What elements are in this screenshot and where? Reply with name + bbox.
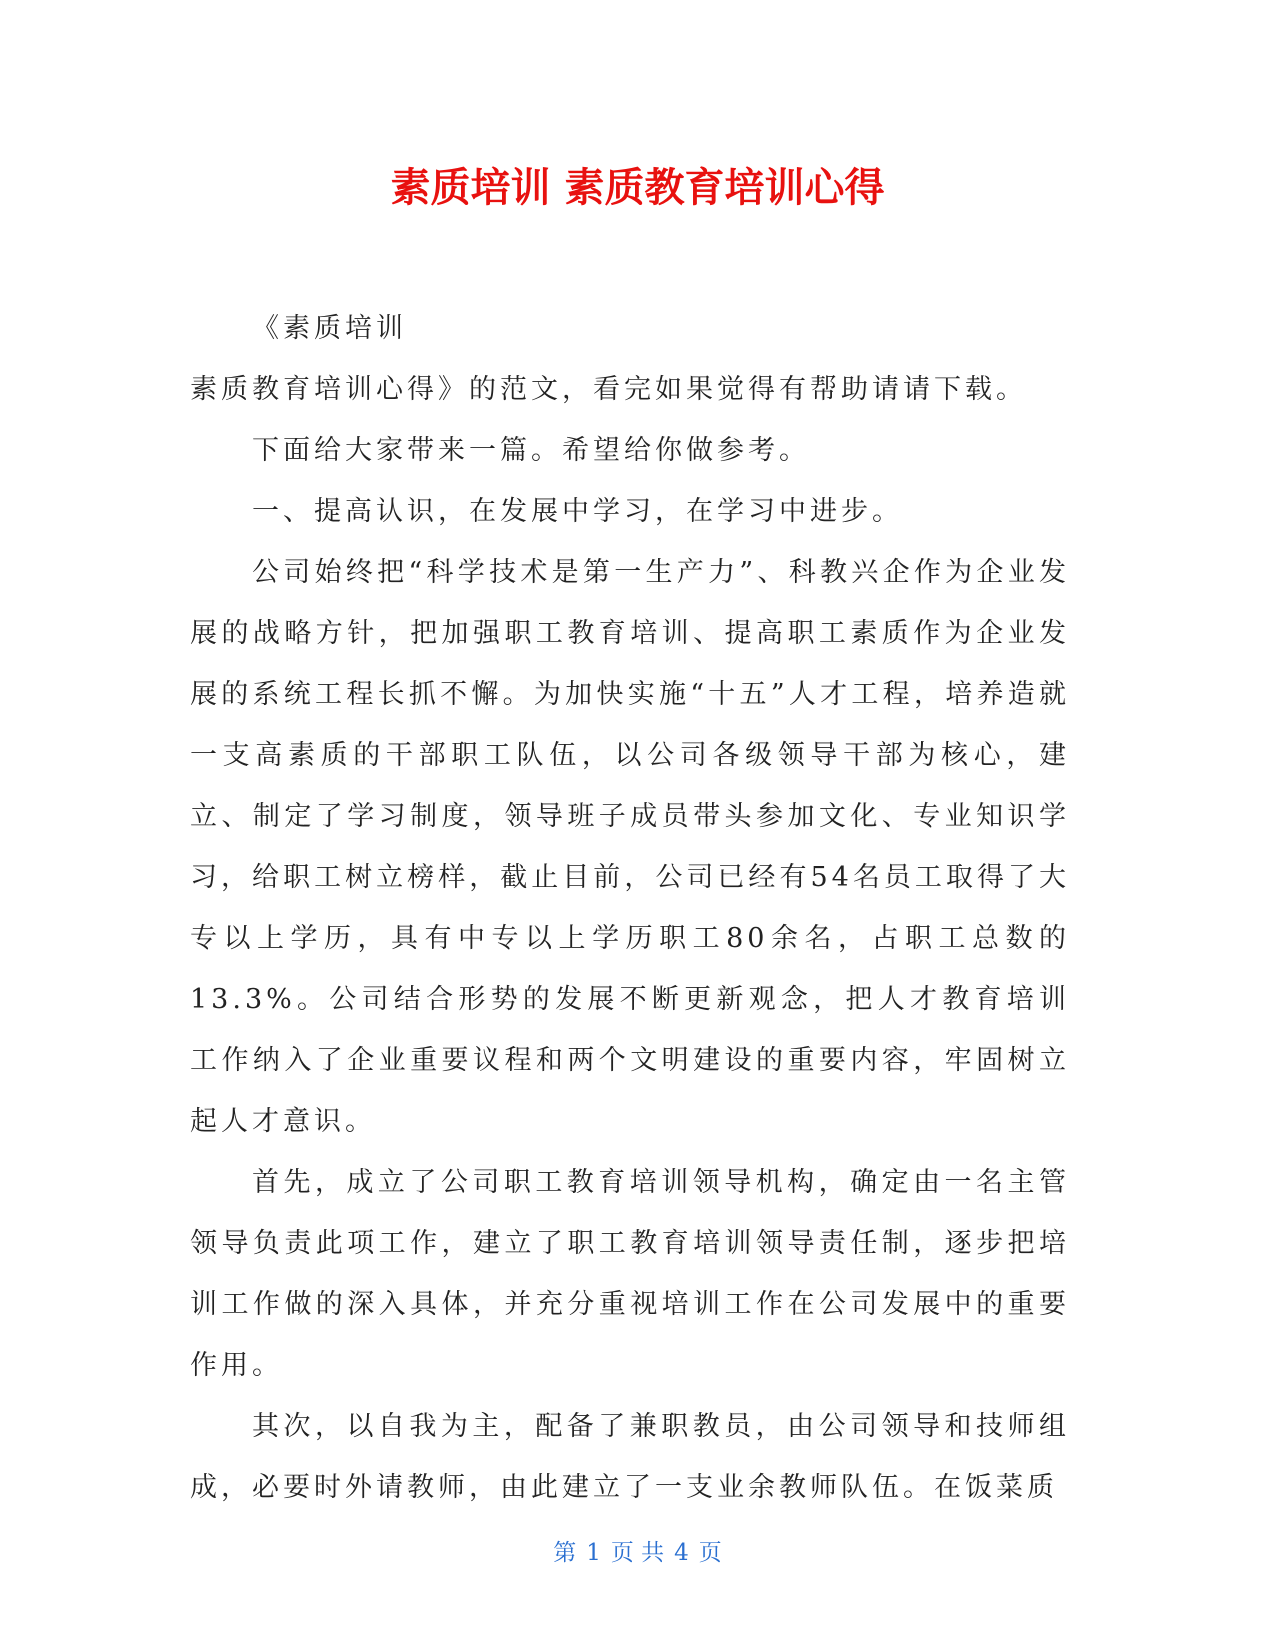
- current-page-number: 1: [586, 1540, 601, 1566]
- paragraph-second: 其次，以自我为主，配备了兼职教员，由公司领导和技师组成，必要时外请教师，由此建立了一支业余教师队伍。在饭菜质: [190, 1411, 1070, 1503]
- page-label-suffix: 页: [698, 1540, 722, 1566]
- paragraph-reference: 下面给大家带来一篇。希望给你做参考。: [252, 435, 810, 466]
- page-label-prefix: 第: [553, 1540, 577, 1566]
- total-pages-number: 4: [674, 1540, 689, 1566]
- page-label-mid: 页 共: [610, 1540, 665, 1566]
- paragraph-first: 首先，成立了公司职工教育培训领导机构，确定由一名主管领导负责此项工作，建立了职工教育培训领导责任制，逐步把培训工作做的深入具体，并充分重视培训工作在公司发展中的重要作用。: [190, 1167, 1070, 1381]
- document-body: [190, 298, 1070, 1518]
- paragraph-company-strategy: 公司始终把“科学技术是第一生产力”、科教兴企作为企业发展的战略方针，把加强职工教育培训、提高职工素质作为企业发展的系统工程长抓不懈。为加快实施“十五”人才工程，培养造就一支高素质的干部职工队伍，以公司各级领导干部为核心，建立、制定了学习制度，领导班子成员带头参加文化、专业知识学习，给职工树立榜样，截止目前，公司已经有54名员工取得了大专以上学历，具有中专以上学历职工80余名，占职工总数的13.3%。公司结合形势的发展不断更新观念，把人才教育培训工作纳入了企业重要议程和两个文明建设的重要内容，牢固树立起人才意识。: [190, 557, 1070, 1137]
- intro-paragraph-line2: 素质教育培训心得》的范文，看完如果觉得有帮助请请下载。: [190, 374, 1027, 405]
- document-title: 素质培训 素质教育培训心得: [390, 165, 885, 211]
- intro-paragraph-line1: 《素质培训: [252, 313, 407, 344]
- section-heading-1: 一、提高认识，在发展中学习，在学习中进步。: [252, 496, 903, 527]
- page-footer: [0, 1538, 1275, 1568]
